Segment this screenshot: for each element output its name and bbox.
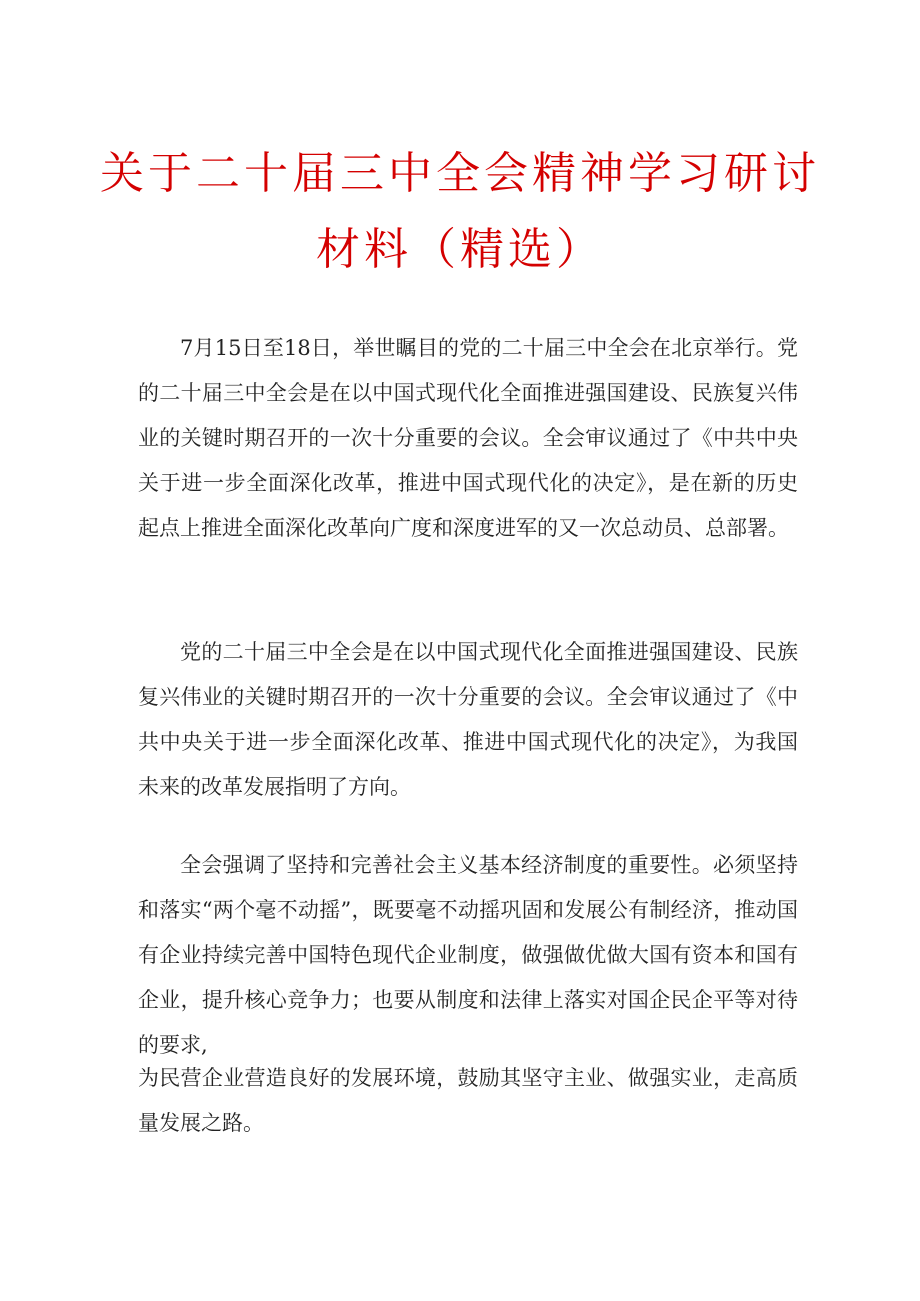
paragraph-1: 7月15日至18日，举世瞩目的党的二十届三中全会在北京举行。党的二十届三中全会是在以中国式现代化全面推进强国建设、民族复兴伟业的关键时期召开的一次十分重要的会议。全会审议通过了《中共中央关于进一步全面深化改革，推进中国式现代化的决定》，是在新的历史起点上推进全面深化改革向广度和深度进军的又一次总动员、总部署。 <box>138 336 798 540</box>
paragraph-2: 党的二十届三中全会是在以中国式现代化全面推进强国建设、民族复兴伟业的关键时期召开的一次十分重要的会议。全会审议通过了《中共中央关于进一步全面深化改革、推进中国式现代化的决定》，为我国未来的改革发展指明了方向。 <box>138 640 798 799</box>
document-title-line1: 关于二十届三中全会精神学习研讨 <box>100 148 820 199</box>
paragraph-3: 全会强调了坚持和完善社会主义基本经济制度的重要性。必须坚持和落实“两个毫不动摇”，既要毫不动摇巩固和发展公有制经济，推动国有企业持续完善中国特色现代企业制度，做强做优做大国有资本和国有企业，提升核心竞争力；也要从制度和法律上落实对国企民企平等对待的要求, <box>138 853 798 1057</box>
paragraph-4: 为民营企业营造良好的发展环境，鼓励其坚守主业、做强实业，走高质量发展之路。 <box>138 1066 798 1135</box>
document-title-line2: 材料（精选） <box>316 224 604 275</box>
